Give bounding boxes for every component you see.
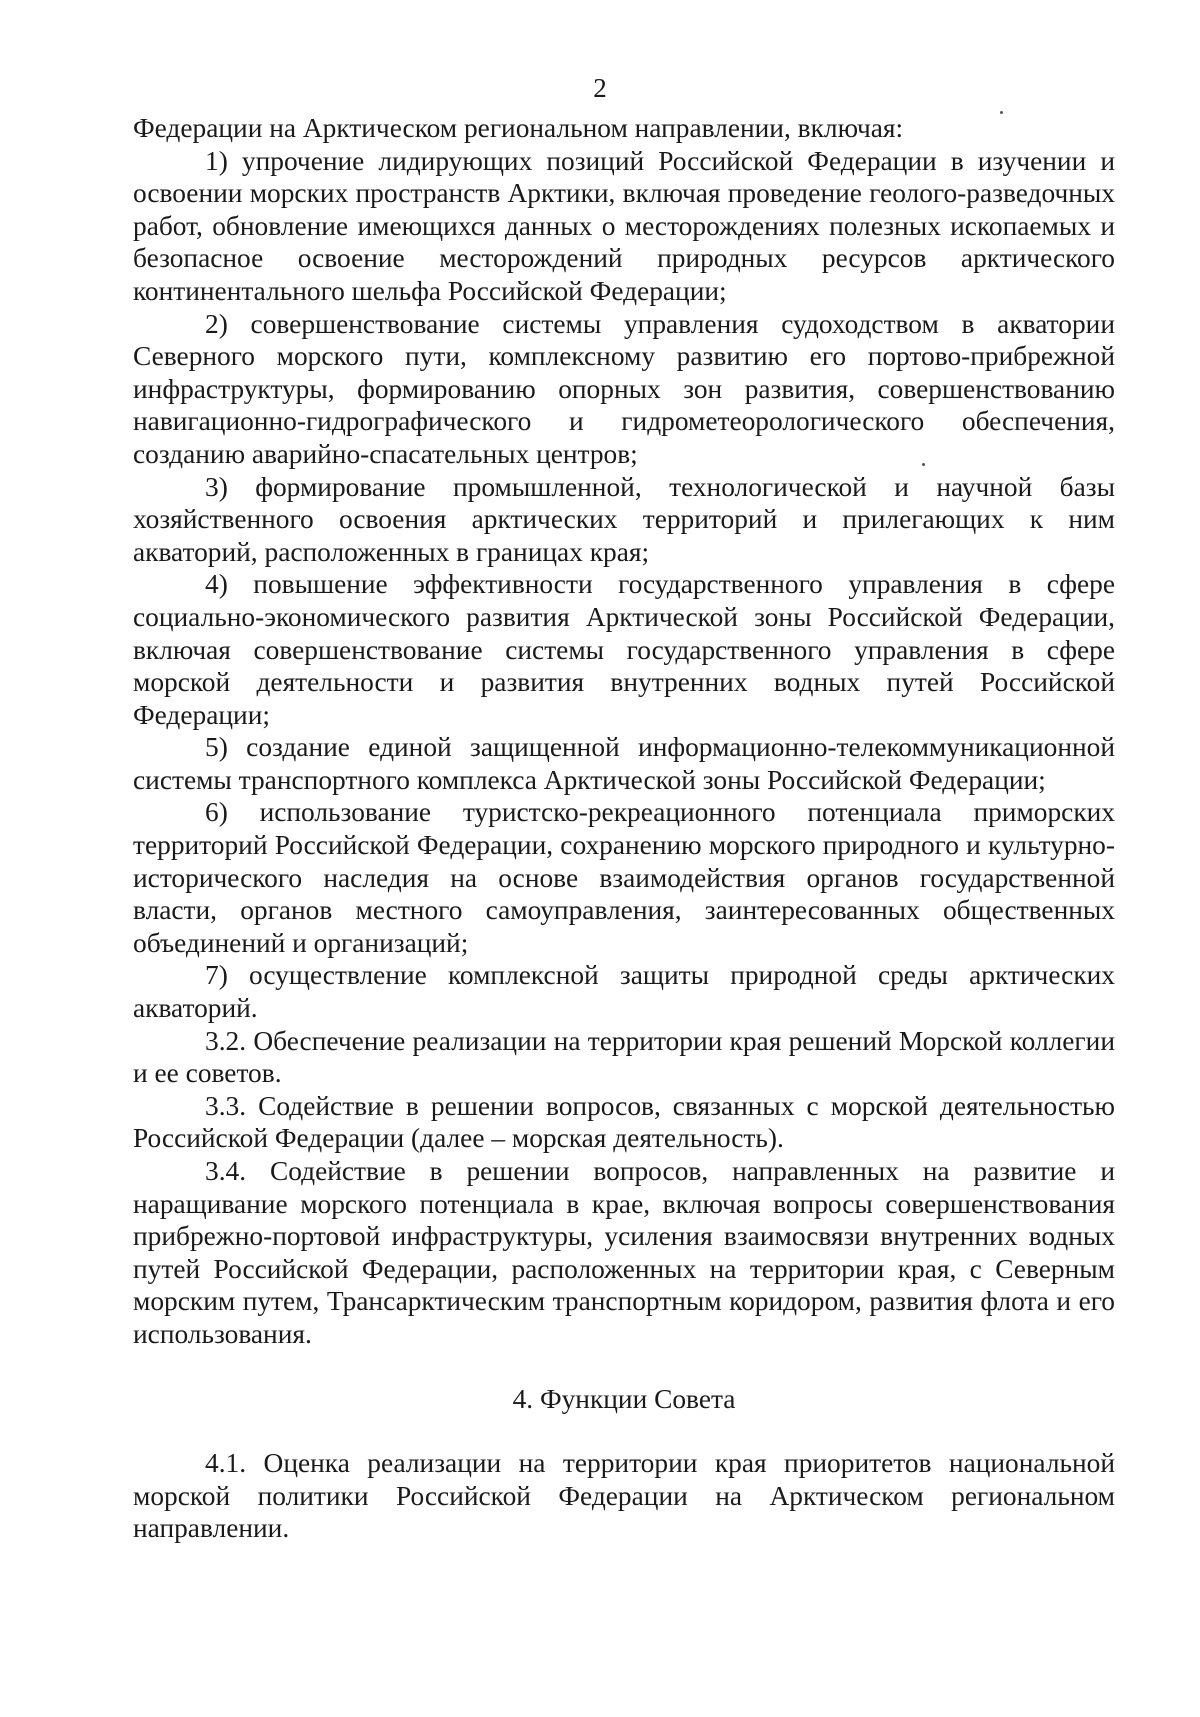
clause-3-3: 3.3. Содействие в решении вопросов, связанных с морской деятельностью Российской Федерации (далее – морская деятельность). <box>133 1090 1115 1154</box>
clause-3-2: 3.2. Обеспечение реализации на территории края решений Морской коллегии и ее советов. <box>133 1025 1115 1089</box>
list-item-6: 6) использование туристско-рекреационного потенциала приморских территорий Российской Федерации, сохранению морского природного и культурно-исторического наследия на основе взаимодействия органов государственной власти, органов местного самоуправления, заинтересованных общественных объединений и организаций; <box>133 797 1115 958</box>
clause-3-4: 3.4. Содействие в решении вопросов, направленных на развитие и наращивание морского потенциала в крае, включая вопросы совершенствования прибрежно-портовой инфраструктуры, усиления взаимосвязи внутренних водных путей Российской Федерации, расположенных на территории края, с Северным морским путем, Трансарктическим транспортным коридором, развития флота и его использования. <box>133 1156 1115 1349</box>
list-item-3: 3) формирование промышленной, технологической и научной базы хозяйственного освоения арктических территорий и прилегающих к ним акваторий, расположенных в границах края; <box>133 471 1115 567</box>
list-item-2: 2) совершенствование системы управления судоходством в акватории Северного морского пути, комплексному развитию его портово-прибрежной инфраструктуры, формированию опорных зон развития, совершенствованию навигационно-гидрографического и гидрометеорологического обеспечения, созданию аварийно-спасательных центров; <box>133 308 1115 469</box>
paragraph-intro-continuation: Федерации на Арктическом региональном направлении, включая: <box>133 113 904 143</box>
list-item-1: 1) упрочение лидирующих позиций Российской Федерации в изучении и освоении морских пространств Арктики, включая проведение геолого-разведочных работ, обновление имеющихся данных о месторождениях полезных ископаемых и безопасное освоение месторождений природных ресурсов арктического континентального шельфа Российской Федерации; <box>133 145 1115 306</box>
section-heading: 4. Функции Совета <box>512 1383 736 1414</box>
list-item-7: 7) осуществление комплексной защиты природной среды арктических акваторий. <box>133 960 1115 1024</box>
document-body <box>133 112 1115 1545</box>
list-item-5: 5) создание единой защищенной информационно-телекоммуникационной системы транспортного комплекса Арктической зоны Российской Федерации; <box>133 732 1115 795</box>
list-item-4: 4) повышение эффективности государственного управления в сфере социально-экономического развития Арктической зоны Российской Федерации, включая совершенствование системы государственного управления в сфере морской деятельности и развития внутренних водных путей Российской Федерации; <box>133 569 1115 730</box>
clause-4-1: 4.1. Оценка реализации на территории края приоритетов национальной морской политики Российской Федерации на Арктическом региональном направлении. <box>133 1448 1115 1544</box>
page-number: 2 <box>593 73 607 103</box>
